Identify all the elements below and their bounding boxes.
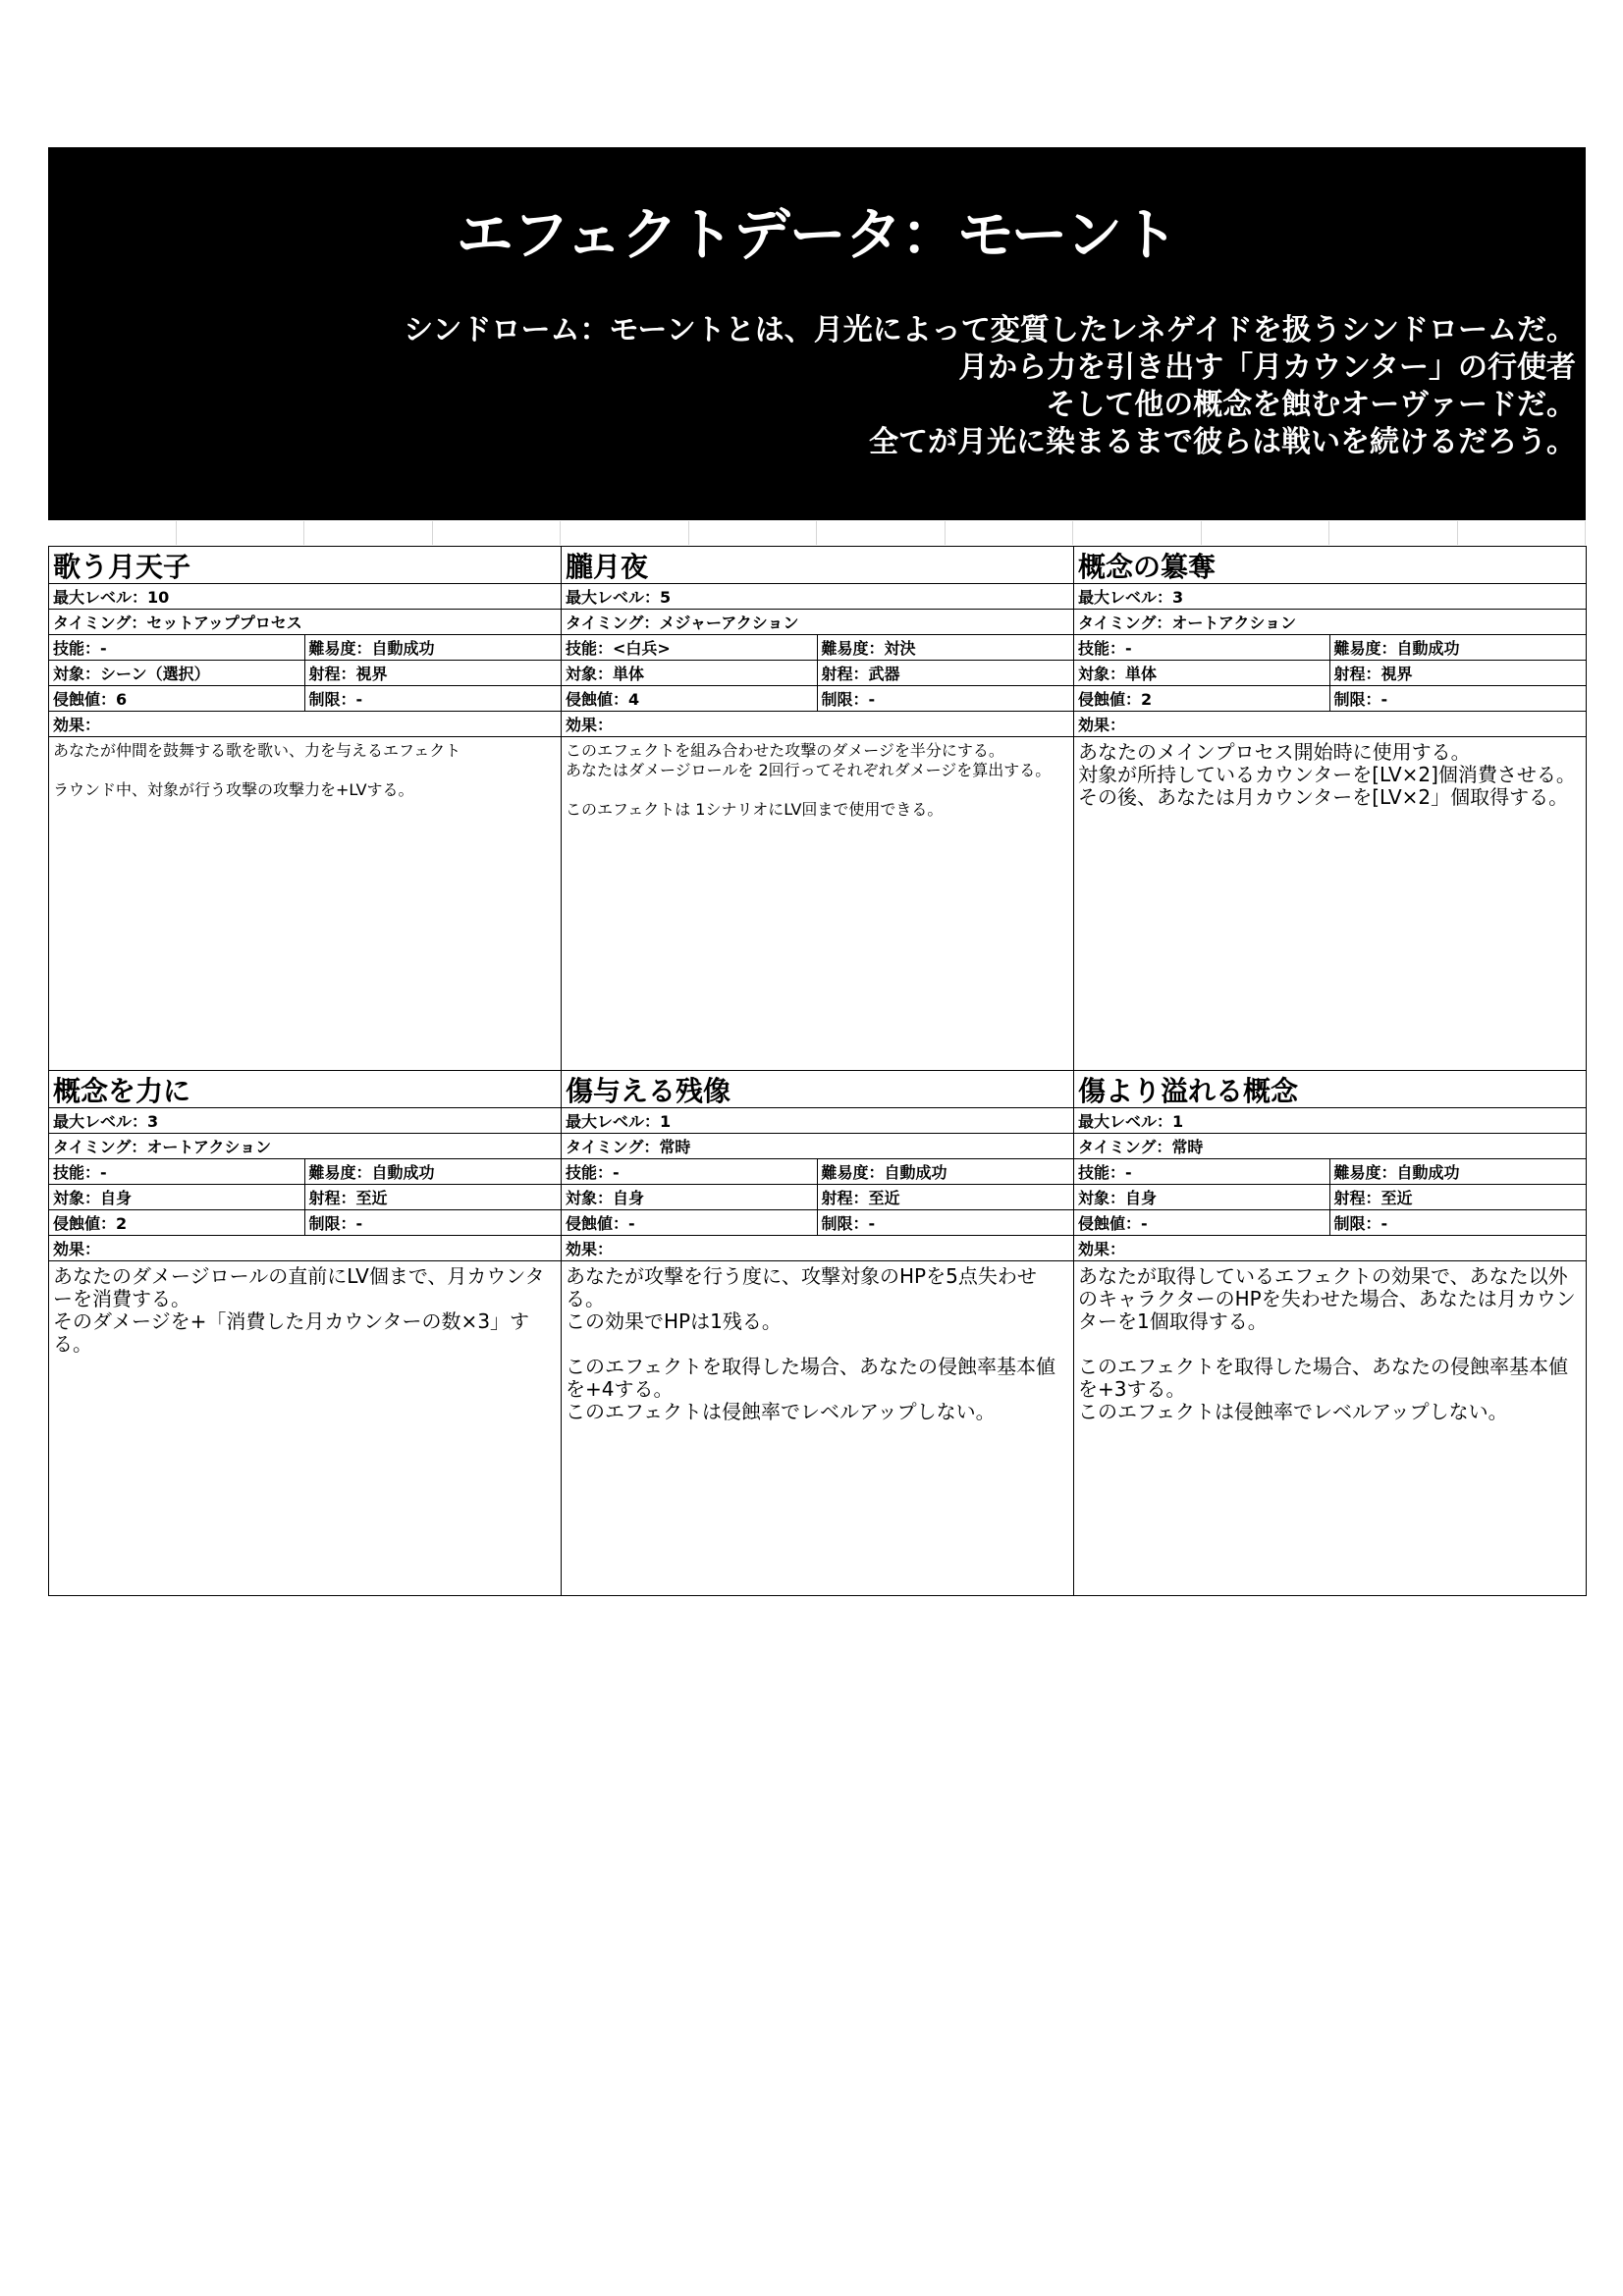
effect-card bbox=[49, 547, 562, 1071]
target: 対象：自身 bbox=[562, 1185, 818, 1209]
erosion-value: 侵蝕値：4 bbox=[562, 686, 818, 711]
timing: タイミング：オートアクション bbox=[49, 1134, 561, 1159]
timing: タイミング：オートアクション bbox=[1074, 610, 1586, 635]
range: 射程：至近 bbox=[1333, 1189, 1413, 1207]
limit: 制限：‐ bbox=[821, 690, 876, 709]
effect-card bbox=[562, 1071, 1074, 1596]
skill: 技能：<白兵> bbox=[562, 635, 818, 660]
max-level: 最大レベル：3 bbox=[1074, 584, 1586, 610]
effect-name: 歌う月天子 bbox=[49, 547, 561, 584]
effect-card bbox=[1074, 547, 1587, 1071]
effect-name: 概念の簒奪 bbox=[1074, 547, 1586, 584]
description-line: そして他の概念を蝕むオーヴァードだ。 bbox=[1046, 388, 1576, 422]
timing: タイミング：常時 bbox=[1074, 1134, 1586, 1159]
target: 対象：自身 bbox=[49, 1185, 305, 1209]
erosion-value: 侵蝕値：6 bbox=[49, 686, 305, 711]
effect-name: 傷より溢れる概念 bbox=[1074, 1071, 1586, 1108]
difficulty: 難易度：自動成功 bbox=[821, 1163, 947, 1182]
effect-text: あなたが仲間を鼓舞する歌を歌い、力を与えるエフェクト ラウンド中、対象が行う攻撃の攻撃力を+LVする。 bbox=[53, 741, 461, 799]
effect-label: 効果： bbox=[562, 1236, 1073, 1261]
max-level: 最大レベル：5 bbox=[562, 584, 1073, 610]
limit: 制限：‐ bbox=[1333, 1214, 1388, 1233]
difficulty: 難易度：自動成功 bbox=[308, 1163, 435, 1182]
timing: タイミング：常時 bbox=[562, 1134, 1073, 1159]
difficulty: 難易度：自動成功 bbox=[308, 639, 435, 658]
erosion-value: 侵蝕値：‐ bbox=[1074, 1210, 1330, 1235]
target: 対象：自身 bbox=[1074, 1185, 1330, 1209]
erosion-value: 侵蝕値：2 bbox=[1074, 686, 1330, 711]
skill: 技能：‐ bbox=[1074, 635, 1330, 660]
page-title: エフェクトデータ：モーント bbox=[456, 201, 1178, 268]
max-level: 最大レベル：10 bbox=[49, 584, 561, 610]
title-banner bbox=[48, 147, 1586, 520]
effect-name: 朧月夜 bbox=[562, 547, 1073, 584]
effect-label: 効果： bbox=[49, 712, 561, 737]
range: 射程：視界 bbox=[308, 665, 388, 683]
description-line: 全てが月光に染まるまで彼らは戦いを続けるだろう。 bbox=[869, 425, 1576, 459]
target: 対象：単体 bbox=[562, 661, 818, 685]
max-level: 最大レベル：1 bbox=[562, 1108, 1073, 1134]
effect-text: あなたが取得しているエフェクトの効果で、あなた以外のキャラクターのHPを失わせた場合、あなたは月カウンターを1個取得する。 このエフェクトを取得した場合、あなたの侵蝕率基本値を+3する。 このエフェクトは侵蝕率でレベルアップしない。 bbox=[1078, 1264, 1576, 1423]
effect-label: 効果： bbox=[1074, 1236, 1586, 1261]
effect-card bbox=[49, 1071, 562, 1596]
effect-card bbox=[562, 547, 1074, 1071]
timing: タイミング：メジャーアクション bbox=[562, 610, 1073, 635]
skill: 技能：‐ bbox=[1074, 1159, 1330, 1184]
timing: タイミング：セットアッププロセス bbox=[49, 610, 561, 635]
description-line: 月から力を引き出す「月カウンター」の行使者 bbox=[958, 350, 1576, 385]
limit: 制限：‐ bbox=[1333, 690, 1388, 709]
range: 射程：武器 bbox=[821, 665, 900, 683]
skill: 技能：‐ bbox=[49, 635, 305, 660]
effect-text: あなたのダメージロールの直前にLV個まで、月カウンターを消費する。 そのダメージを+「消費した月カウンターの数×3」する。 bbox=[53, 1264, 545, 1356]
difficulty: 難易度：対決 bbox=[821, 639, 916, 658]
effect-text: あなたが攻撃を行う度に、攻撃対象のHPを5点失わせる。 この効果でHPは1残る。 このエフェクトを取得した場合、あなたの侵蝕率基本値を+4する。 このエフェクトは侵蝕率でレベルアップしない。 bbox=[566, 1264, 1055, 1423]
effect-table bbox=[48, 546, 1587, 1596]
effect-label: 効果： bbox=[49, 1236, 561, 1261]
range: 射程：視界 bbox=[1333, 665, 1413, 683]
spreadsheet-gridlines bbox=[48, 521, 1586, 545]
description-line: シンドローム：モーントとは、月光によって変質したレネゲイドを扱うシンドロームだ。 bbox=[404, 313, 1576, 347]
effect-card bbox=[1074, 1071, 1587, 1596]
skill: 技能：‐ bbox=[562, 1159, 818, 1184]
limit: 制限：‐ bbox=[308, 690, 363, 709]
limit: 制限：‐ bbox=[821, 1214, 876, 1233]
syndrome-description bbox=[404, 312, 1576, 461]
effect-label: 効果： bbox=[562, 712, 1073, 737]
effect-name: 傷与える残像 bbox=[562, 1071, 1073, 1108]
target: 対象：単体 bbox=[1074, 661, 1330, 685]
range: 射程：至近 bbox=[821, 1189, 900, 1207]
max-level: 最大レベル：1 bbox=[1074, 1108, 1586, 1134]
effect-name: 概念を力に bbox=[49, 1071, 561, 1108]
effect-text: このエフェクトを組み合わせた攻撃のダメージを半分にする。 あなたはダメージロールを 2回行ってそれぞれダメージを算出する。 このエフェクトは 1シナリオにLV回まで使用できる。 bbox=[566, 741, 1052, 819]
difficulty: 難易度：自動成功 bbox=[1333, 1163, 1460, 1182]
target: 対象：シーン（選択） bbox=[49, 661, 305, 685]
effect-label: 効果： bbox=[1074, 712, 1586, 737]
erosion-value: 侵蝕値：‐ bbox=[562, 1210, 818, 1235]
effect-text: あなたのメインプロセス開始時に使用する。 対象が所持しているカウンターを[LV×2]個消費させる。 その後、あなたは月カウンターを[LV×2」個取得する。 bbox=[1078, 740, 1576, 809]
max-level: 最大レベル：3 bbox=[49, 1108, 561, 1134]
difficulty: 難易度：自動成功 bbox=[1333, 639, 1460, 658]
erosion-value: 侵蝕値：2 bbox=[49, 1210, 305, 1235]
limit: 制限：‐ bbox=[308, 1214, 363, 1233]
range: 射程：至近 bbox=[308, 1189, 388, 1207]
skill: 技能：‐ bbox=[49, 1159, 305, 1184]
